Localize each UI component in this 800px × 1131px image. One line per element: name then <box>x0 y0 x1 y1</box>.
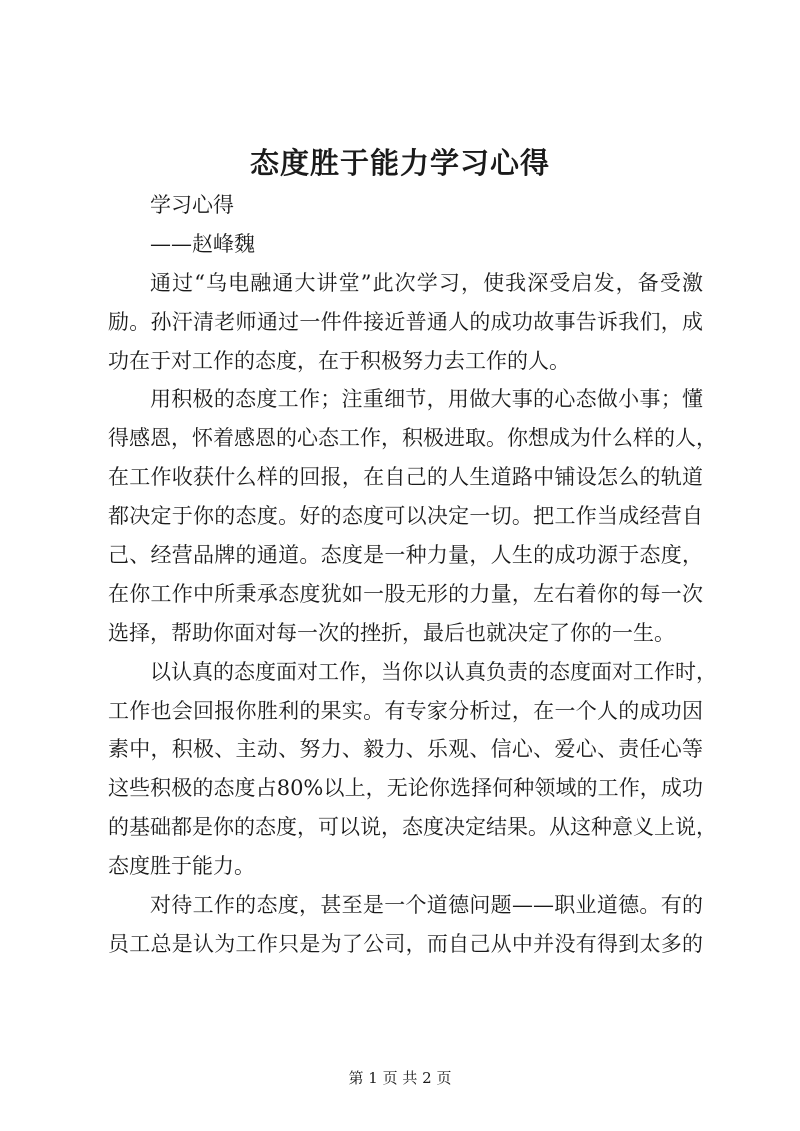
author-line: ——赵峰魏 <box>150 231 255 256</box>
text-line: 员工总是认为工作只是为了公司，而自己从中并没有得到太多的 <box>108 931 703 956</box>
text-line: 用积极的态度工作；注重细节，用做大事的心态做小事；懂 <box>150 387 703 412</box>
subtitle: 学习心得 <box>150 193 234 217</box>
text-line: 得感恩，怀着感恩的心态工作，积极进取。你想成为什么样的人， <box>108 426 717 451</box>
text-line: 对待工作的态度，甚至是一个道德问题——职业道德。有的 <box>150 893 703 918</box>
text-line: 通过“乌电融通大讲堂”此次学习，使我深受启发，备受激 <box>150 270 703 295</box>
document-title: 态度胜于能力学习心得 <box>249 146 550 180</box>
document-body <box>108 186 717 964</box>
page-footer: 第 1 页 共 2 页 <box>348 1069 452 1087</box>
paragraph-block <box>108 264 717 964</box>
text-line: 素中，积极、主动、努力、毅力、乐观、信心、爱心、责任心等 <box>108 737 703 762</box>
text-line: 的基础都是你的态度，可以说，态度决定结果。从这种意义上说， <box>108 815 717 840</box>
text-line: 在你工作中所秉承态度犹如一股无形的力量，左右着你的每一次 <box>108 581 703 606</box>
text-line: 励。孙汗清老师通过一件件接近普通人的成功故事告诉我们，成 <box>108 309 703 334</box>
text-line: 这些积极的态度占80%以上，无论你选择何种领域的工作，成功 <box>108 776 703 801</box>
text-line: 工作也会回报你胜利的果实。有专家分析过，在一个人的成功因 <box>108 698 703 723</box>
text-line: 以认真的态度面对工作，当你以认真负责的态度面对工作时， <box>150 659 717 684</box>
text-line: 己、经营品牌的通道。态度是一种力量，人生的成功源于态度， <box>108 543 703 568</box>
text-line: 态度胜于能力。 <box>108 854 255 879</box>
text-line: 都决定于你的态度。好的态度可以决定一切。把工作当成经营自 <box>108 504 703 529</box>
text-line: 功在于对工作的态度，在于积极努力去工作的人。 <box>108 348 570 373</box>
text-line: 选择，帮助你面对每一次的挫折，最后也就决定了你的一生。 <box>108 620 675 645</box>
text-line: 在工作收获什么样的回报，在自己的人生道路中铺设怎么的轨道 <box>108 465 703 490</box>
